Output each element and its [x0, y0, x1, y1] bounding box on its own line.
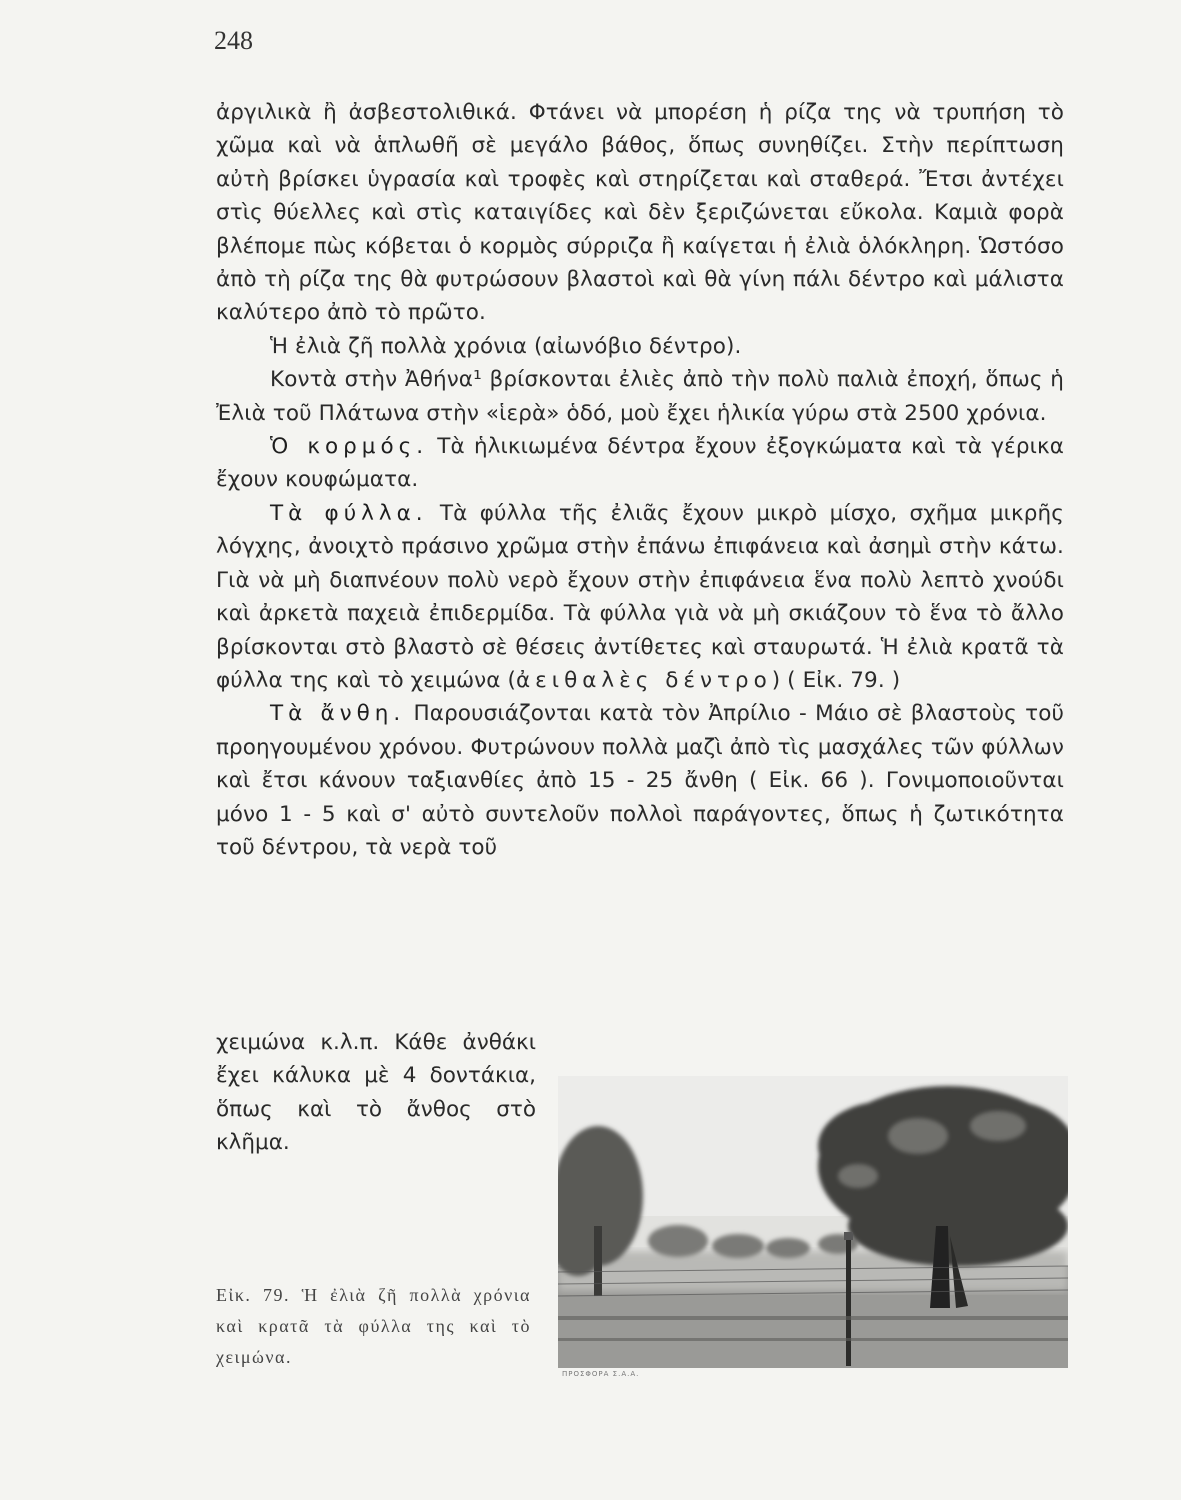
paragraph-age: Ἡ ἐλιὰ ζῆ πολλὰ χρόνια (αἰωνόβιο δέντρο).	[270, 333, 742, 359]
main-text	[216, 96, 1064, 864]
paragraph-leaves	[216, 497, 1064, 697]
trunk-heading: Ὁ κορμός.	[270, 434, 429, 460]
olive-grove-illustration	[558, 1076, 1068, 1368]
olive-tree-photo	[558, 1076, 1068, 1368]
flowers-wrap-text: χειμώνα κ.λ.π. Κάθε ἀνθάκι ἔχει κάλυκα μὲ 4 δοντάκια, ὅπως καὶ τὸ ἄνθος στὸ κλῆμα.	[216, 1030, 536, 1156]
paragraph-roots: ἀργιλικὰ ἢ ἀσβεστολιθικά. Φτάνει νὰ μπορέση ἡ ρίζα της νὰ τρυπήση τὸ χῶμα καὶ νὰ ἁπλωθῆ σὲ μεγάλο βάθος, ὅπως συνηθίζει. Στὴν περίπτωση αὐτὴ βρίσκει ὑγρασία καὶ τροφὲς καὶ στηρίζεται καὶ σταθερά. Ἔτσι ἀντέχει στὶς θύελλες καὶ στὶς καταιγίδες καὶ δὲν ξεριζώνεται εὔκολα. Καμιὰ φορὰ βλέπομε πὼς κόβεται ὁ κορμὸς σύρριζα ἢ καίγεται ἡ ἐλιὰ ὁλόκληρη. Ὡστόσο ἀπὸ τὴ ρίζα της θὰ φυτρώσουν βλαστοὶ καὶ θὰ γίνη πάλι δέντρο καὶ μάλιστα καλύτερο ἀπὸ τὸ πρῶτο.	[216, 100, 1064, 326]
leaves-figure-ref: ) ( Εἰκ. 79. )	[771, 667, 901, 693]
flowers-heading: Τὰ ἄνθη.	[270, 701, 406, 727]
trunk-text: Τὰ ἡλικιωμένα δέντρα ἔχουν ἐξογκώματα καὶ τὰ γέρικα ἔχουν κουφώματα.	[216, 434, 1064, 493]
flowers-text: Παρουσιάζονται κατὰ τὸν Ἀπρίλιο - Μάιο σὲ βλαστοὺς τοῦ προηγουμένου χρόνου. Φυτρώνουν πολλὰ μαζὶ ἀπὸ τὶς μασχάλες τῶν φύλλων καὶ ἔτσι κάνουν ταξιανθίες ἀπὸ 15 - 25 ἄνθη ( Εἰκ. 66 ). Γονιμοποιοῦνται μόνο 1 - 5 καὶ σ' αὐτὸ συντελοῦν πολλοὶ παράγοντες, ὅπως ἡ ζωτικότητα τοῦ δέντρου, τὰ νερὰ τοῦ	[216, 701, 1064, 860]
leaves-heading: Τὰ φύλλα.	[270, 500, 428, 526]
evergreen-term: ἀειθαλὲς δέντρο	[516, 667, 772, 693]
photo-credit: ΠΡΟΣΦΟΡΑ Σ.Α.Α.	[562, 1370, 640, 1378]
leaves-text: Τὰ φύλλα τῆς ἐλιᾶς ἔχουν μικρὸ μίσχο, σχῆμα μικρῆς λόγχης, ἀνοιχτὸ πράσινο χρῶμα στὴν ἐπάνω ἐπιφάνεια καὶ ἀσημὶ στὴν κάτω. Γιὰ νὰ μὴ διαπνέουν πολὺ νερὸ ἔχουν στὴν ἐπιφάνεια ἕνα πολὺ λεπτὸ χνούδι καὶ ἀρκετὰ παχειὰ ἐπιδερμίδα. Τὰ φύλλα γιὰ νὰ μὴ σκιάζουν τὸ ἕνα τὸ ἄλλο βρίσκονται στὸ βλαστὸ σὲ θέσεις ἀντίθετες καὶ σταυρωτά. Ἡ ἐλιὰ κρατᾶ τὰ φύλλα της καὶ τὸ χειμώνα (	[216, 500, 1064, 693]
page-number: 248	[214, 26, 253, 55]
flowers-continuation	[216, 1026, 536, 1160]
paragraph-trunk	[216, 430, 1064, 497]
paragraph-plato-olive: Κοντὰ στὴν Ἀθήνα¹ βρίσκονται ἐλιὲς ἀπὸ τὴν πολὺ παλιὰ ἐποχή, ὅπως ἡ Ἐλιὰ τοῦ Πλάτωνα στὴν «ἱερὰ» ὁδό, μοὺ ἔχει ἡλικία γύρω στὰ 2500 χρόνια.	[216, 367, 1064, 426]
figure-caption: Εἰκ. 79. Ἡ ἐλιὰ ζῆ πολλὰ χρόνια καὶ κρατᾶ τὰ φύλλα της καὶ τὸ χειμώνα.	[216, 1285, 531, 1367]
paragraph-flowers	[216, 697, 1064, 864]
